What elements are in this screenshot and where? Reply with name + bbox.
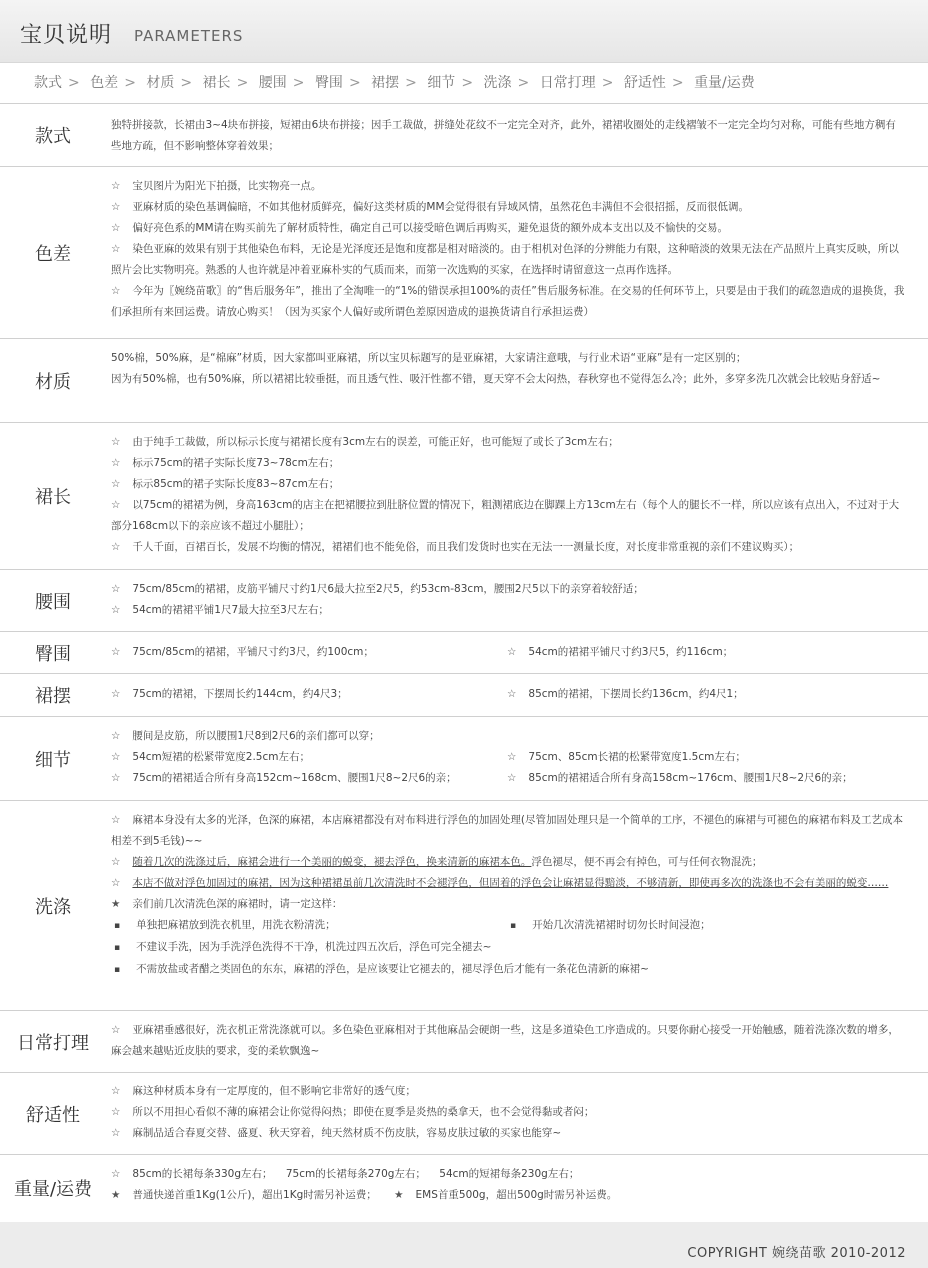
text-line: 麻裙本身没有太多的光泽，色深的麻裙，本店麻裙都没有对布料进行浮色的加固处理(尽管加固处理只是一个简单的工序，不褪色的麻裙与可褪色的麻裙布料及工艺成本相差不到5毛钱)~~: [111, 814, 904, 847]
section-body: [111, 1073, 906, 1144]
text-line: 85cm的裙裙适合所有身高158cm~176cm、腰围1尺8~2尺6的亲；: [528, 772, 853, 784]
star-icon: ☆: [111, 730, 121, 742]
text-line: 亚麻裙垂感很好，洗衣机正常洗涤就可以。多色染色亚麻相对于其他麻品会硬朗一些，这是多道染色工序造成的。只要你耐心接受一开始触感，随着洗涤次数的增多，麻会越来越贴近皮肤的要求，变的柔软飘逸~: [111, 1024, 899, 1057]
text-line: 54cm的裙裙平铺1尺7最大拉至3尺左右；: [132, 604, 329, 616]
breadcrumb-item-style[interactable]: 款式: [34, 75, 62, 91]
list-item: [111, 810, 906, 852]
star-icon: ☆: [111, 877, 121, 889]
text-line: 由于纯手工裁做，所以标示长度与裙裙长度有3cm左右的误差，可能正好，也可能短了或长了3cm左右；: [132, 436, 619, 448]
breadcrumb: [34, 72, 914, 92]
section-material: [0, 338, 928, 422]
list-item: [111, 197, 906, 218]
star-icon: ☆: [111, 1024, 121, 1036]
list-item: [111, 432, 906, 453]
list-item: [111, 894, 906, 915]
star-icon: ☆: [507, 688, 517, 700]
star-icon: ☆: [111, 814, 121, 826]
parameter-table: [0, 103, 928, 1220]
text-line: 所以不用担心看似不薄的麻裙会让你觉得闷热；即使在夏季是炎热的桑拿天，也不会觉得黏或者闷；: [132, 1106, 595, 1118]
text-line: 75cm的长裙每条270g左右；: [285, 1168, 426, 1180]
text-line: 54cm的短裙每条230g左右；: [439, 1168, 580, 1180]
section-body: [111, 632, 906, 663]
text-line: 54cm的裙裙平铺尺寸约3尺5，约116cm；: [528, 646, 734, 658]
bullet-icon: ▪: [114, 943, 121, 953]
star-icon: ☆: [111, 772, 121, 784]
list-item: [111, 1164, 906, 1185]
page-title: 宝贝说明: [20, 23, 113, 48]
section-label: 臀围: [35, 643, 71, 665]
list-item: [111, 537, 906, 558]
star-icon: ☆: [111, 541, 121, 553]
star-icon: ☆: [111, 604, 121, 616]
text-line: 亚麻材质的染色基调偏暗，不如其他材质鲜亮，偏好这类材质的MM会觉得很有异域风情，虽然花色丰满但不会很招摇，反而很低调。: [132, 201, 750, 213]
section-waist: [0, 569, 928, 631]
breadcrumb-separator: >: [180, 75, 193, 91]
section-body: [111, 339, 906, 390]
list-item: [111, 1020, 906, 1062]
text-line: 85cm的裙裙，下摆周长约136cm，约4尺1；: [528, 688, 744, 700]
list-item: [111, 495, 906, 537]
footer: [0, 1222, 928, 1268]
list-item: [111, 959, 906, 981]
section-label: 材质: [35, 371, 71, 393]
section-hem: [0, 673, 928, 716]
star-filled-icon: ★: [394, 1189, 404, 1201]
section-comfort: [0, 1072, 928, 1154]
list-item: [111, 600, 906, 621]
breadcrumb-item-shipping[interactable]: 重量/运费: [694, 75, 755, 91]
section-label: 细节: [35, 749, 71, 771]
list-item: [111, 1185, 906, 1206]
text-line: 麻这种材质本身有一定厚度的，但不影响它非常好的透气度；: [132, 1085, 416, 1097]
breadcrumb-separator: >: [671, 75, 684, 91]
breadcrumb-separator: >: [236, 75, 249, 91]
list-item: [111, 852, 906, 873]
text-line: 75cm/85cm的裙裙，平铺尺寸约3尺，约100cm；: [132, 646, 374, 658]
star-icon: ☆: [111, 436, 121, 448]
text-line: 以75cm的裙裙为例，身高163cm的店主在把裙腰拉到肚脐位置的情况下，粗测裙底边在脚踝上方13cm左右（每个人的腿长不一样，所以应该有点出入，不过对于大部分168cm以下的亲应该不超过小腿肚）；: [111, 499, 900, 532]
breadcrumb-item-hem[interactable]: 裙摆: [371, 75, 400, 91]
text-line: 麻制品适合春夏交替、盛夏、秋天穿着，纯天然材质不伤皮肤，容易皮肤过敏的买家也能穿~: [132, 1127, 562, 1139]
text-line: 普通快递首重1Kg(1公斤)，超出1Kg时需另补运费；: [132, 1189, 377, 1201]
breadcrumb-item-waist[interactable]: 腰围: [258, 75, 287, 91]
section-body: [111, 423, 906, 558]
list-item: [111, 915, 507, 937]
star-icon: ☆: [111, 1085, 121, 1097]
list-item: [111, 218, 906, 239]
breadcrumb-item-material[interactable]: 材质: [146, 75, 175, 91]
section-label: 色差: [35, 243, 71, 265]
section-label: 日常打理: [17, 1032, 89, 1054]
star-icon: ☆: [111, 499, 121, 511]
text-line: 75cm/85cm的裙裙，皮筋平铺尺寸约1尺6最大拉至2尺5，约53cm-83cm，腰围2尺5以下的亲穿着较舒适；: [132, 583, 644, 595]
bullet-icon: ▪: [114, 921, 121, 931]
text-line: 亲们前几次清洗色深的麻裙时，请一定这样：: [132, 898, 343, 910]
section-label: 腰围: [35, 591, 71, 613]
section-detail: [0, 716, 928, 800]
list-item: [111, 474, 906, 495]
star-icon: ☆: [111, 646, 121, 658]
section-body: [111, 167, 906, 323]
breadcrumb-item-wash[interactable]: 洗涤: [483, 75, 512, 91]
list-item: [111, 642, 507, 663]
section-body: [111, 1155, 906, 1206]
copyright: COPYRIGHT 婉绕苗歌 2010-2012: [687, 1246, 906, 1261]
section-body: [111, 717, 906, 789]
text-line: 独特拼接款，长裙由3~4块布拼接，短裙由6块布拼接；因手工裁做，拼缝处花纹不一定完全对齐，此外，裙裙收圈处的走线褶皱不一定完全均匀对称，可能有些地方稠有些地方疏，但不影响整体穿着效果；: [111, 119, 896, 152]
text-line: 标示85cm的裙子实际长度83~87cm左右；: [132, 478, 340, 490]
text-line: 50%棉，50%麻，是“棉麻”材质，因大家都叫亚麻裙，所以宝贝标题写的是亚麻裙，大家请注意哦，与行业术语“亚麻”是有一定区别的；: [111, 352, 747, 364]
section-body: [111, 104, 906, 157]
list-item: [111, 684, 507, 705]
star-icon: ☆: [507, 646, 517, 658]
list-row: [111, 768, 906, 789]
star-icon: ☆: [111, 688, 121, 700]
star-icon: ☆: [507, 772, 517, 784]
page-subtitle: PARAMETERS: [134, 27, 244, 45]
section-shipping: [0, 1154, 928, 1220]
section-color: [0, 166, 928, 338]
header: [0, 0, 928, 63]
section-body: [111, 1011, 906, 1062]
list-item: [507, 768, 903, 789]
text-line: 标示75cm的裙子实际长度73~78cm左右；: [132, 457, 340, 469]
star-icon: ☆: [111, 1168, 121, 1180]
star-icon: ☆: [111, 222, 121, 234]
bullet-icon: ▪: [114, 965, 121, 975]
section-body: [111, 801, 906, 981]
breadcrumb-separator: >: [601, 75, 614, 91]
star-filled-icon: ★: [111, 1189, 121, 1201]
list-item: [111, 768, 507, 789]
section-label: 款式: [35, 126, 71, 147]
section-style: [0, 103, 928, 166]
list-item: [111, 1081, 906, 1102]
star-filled-icon: ★: [111, 898, 121, 910]
text-line: 因为有50%棉，也有50%麻，所以裙裙比较垂挺，而且透气性、吸汗性都不错，夏天穿不会太闷热，春秋穿也不觉得怎么冷；此外，多穿多洗几次就会比较贴身舒适~: [111, 373, 881, 385]
text-line: 不需放盐或者醋之类固色的东东，麻裙的浮色，是应该要让它褪去的，褪尽浮色后才能有一条花色清新的麻裙~: [136, 963, 649, 975]
list-item: [111, 281, 906, 323]
text-line: 75cm的裙裙，下摆周长约144cm，约4尺3；: [132, 688, 348, 700]
text-line: 今年为〖婉绕苗歌〗的“售后服务年”，推出了全淘唯一的“1%的错误承担100%的责任”售后服务标准。在交易的任何环节上，只要是由于我们的疏忽造成的退换货，我们承担所有来回运费。请放心购买！（因为买家个人偏好或所谓色差原因造成的退换货请自行承担运费）: [111, 285, 905, 318]
list-item: [111, 747, 507, 768]
star-icon: ☆: [111, 201, 121, 213]
list-item: [507, 915, 903, 937]
list-item: [111, 937, 906, 959]
star-icon: ☆: [111, 243, 121, 255]
section-label: 洗涤: [35, 896, 71, 918]
section-body: [111, 570, 906, 621]
list-item: [111, 726, 906, 747]
list-item: [111, 873, 906, 894]
breadcrumb-item-detail[interactable]: 细节: [427, 75, 456, 91]
breadcrumb-separator: >: [124, 75, 136, 91]
section-length: [0, 422, 928, 569]
star-icon: ☆: [111, 751, 121, 763]
list-item: [111, 579, 906, 600]
section-label: 重量/运费: [13, 1178, 93, 1200]
list-item: [111, 1123, 906, 1144]
breadcrumb-separator: >: [517, 75, 530, 91]
star-icon: ☆: [111, 478, 121, 490]
text-line: 85cm的长裙每条330g左右；: [132, 1168, 273, 1180]
text-line: 腰间是皮筋，所以腰围1尺8到2尺6的亲们都可以穿；: [132, 730, 380, 742]
section-label: 裙长: [35, 487, 71, 508]
breadcrumb-item-length[interactable]: 裙长: [202, 75, 231, 91]
list-item: [507, 642, 903, 663]
section-wash: [0, 800, 928, 1010]
text-line-underlined: 本店不做对浮色加固过的麻裙，因为这种裙裙虽前几次清洗时不会褪浮色，但固着的浮色会让麻裙显得黯淡，不够清新，即使再多次的洗涤也不会有美丽的蜕变……: [132, 877, 889, 889]
list-row: [111, 915, 906, 937]
breadcrumb-separator: >: [405, 75, 417, 91]
star-icon: ☆: [111, 583, 121, 595]
text-line: 75cm、85cm长裙的松紧带宽度1.5cm左右；: [528, 751, 746, 763]
text-line: 54cm短裙的松紧带宽度2.5cm左右；: [132, 751, 310, 763]
star-icon: ☆: [111, 180, 121, 192]
breadcrumb-separator: >: [68, 75, 80, 91]
breadcrumb-item-comfort[interactable]: 舒适性: [623, 75, 666, 91]
section-body: [111, 674, 906, 705]
text-line: 单独把麻裙放到洗衣机里，用洗衣粉清洗；: [136, 919, 336, 931]
list-item: [507, 684, 903, 705]
text-line: 浮色褪尽，便不再会有掉色，可与任何衣物混洗；: [531, 856, 763, 868]
text-line: 偏好亮色系的MM请在购买前先了解材质特性，确定自己可以接受暗色调后再购买，避免退货的额外成本支出以及不愉快的交易。: [132, 222, 729, 234]
breadcrumb-item-hip[interactable]: 臀围: [314, 75, 343, 91]
section-hip: [0, 631, 928, 673]
list-item: [111, 176, 906, 197]
section-label: 舒适性: [26, 1104, 80, 1126]
section-care: [0, 1010, 928, 1072]
breadcrumb-item-color[interactable]: 色差: [90, 75, 119, 91]
list-item: [507, 747, 903, 768]
star-icon: ☆: [111, 1106, 121, 1118]
star-icon: ☆: [111, 285, 121, 297]
text-line: 开始几次清洗裙裙时切勿长时间浸泡；: [532, 919, 711, 931]
star-icon: ☆: [507, 751, 517, 763]
list-item: [111, 453, 906, 474]
breadcrumb-separator: >: [292, 75, 305, 91]
star-icon: ☆: [111, 457, 121, 469]
bullet-icon: ▪: [510, 921, 517, 931]
text-line: 不建议手洗，因为手洗浮色洗得不干净，机洗过四五次后，浮色可完全褪去~: [136, 941, 492, 953]
star-icon: ☆: [111, 1127, 121, 1139]
breadcrumb-separator: >: [348, 75, 361, 91]
section-label: 裙摆: [35, 686, 71, 707]
list-row: [111, 747, 906, 768]
list-item: [111, 239, 906, 281]
list-item: [111, 1102, 906, 1123]
text-line: 染色亚麻的效果有别于其他染色布料，无论是光泽度还是饱和度都是相对暗淡的。由于相机对色泽的分辨能力有限，这种暗淡的效果无法在产品照片上真实反映，所以照片会比实物明亮。熟悉的人也许就是冲着亚麻朴实的气质而来，而第一次选购的买家，在选择时请留意这一点再作选择。: [111, 243, 899, 276]
text-line-underlined: 随着几次的洗涤过后，麻裙会进行一个美丽的蜕变，褪去浮色，换来清新的麻裙本色。: [132, 856, 532, 868]
text-line: 千人千面，百裙百长，发展不均衡的情况，裙裙们也不能免俗，而且我们发货时也实在无法一一测量长度，对长度非常重视的亲们不建议购买）；: [132, 541, 800, 553]
text-line: 75cm的裙裙适合所有身高152cm~168cm、腰围1尺8~2尺6的亲；: [132, 772, 457, 784]
breadcrumb-separator: >: [461, 75, 474, 91]
star-icon: ☆: [111, 856, 121, 868]
text-line: 宝贝图片为阳光下拍摄，比实物亮一点。: [132, 180, 322, 192]
text-line: EMS首重500g，超出500g时需另补运费。: [415, 1189, 618, 1201]
breadcrumb-item-care[interactable]: 日常打理: [539, 75, 596, 91]
